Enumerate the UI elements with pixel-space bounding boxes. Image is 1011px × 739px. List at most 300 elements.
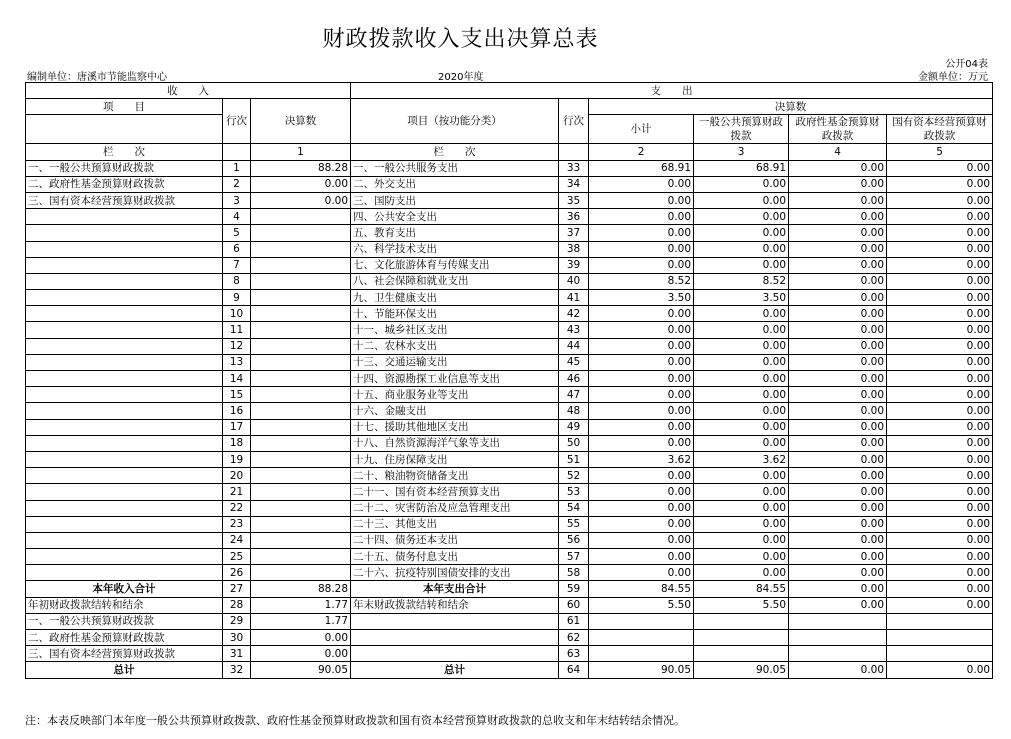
cell-sub: 0.00	[589, 354, 694, 370]
cell-gov: 0.00	[789, 532, 887, 548]
exp-row-no-header: 行次	[559, 99, 589, 144]
cell-gov: 0.00	[789, 484, 887, 500]
cell-gen: 0.00	[694, 176, 789, 192]
cell-gen: 0.00	[694, 516, 789, 532]
cell-exp-no: 46	[559, 371, 589, 387]
cell-inc-item	[26, 241, 223, 257]
cell-inc-no: 2	[223, 176, 251, 192]
cell-gen: 0.00	[694, 371, 789, 387]
table-row	[26, 451, 993, 467]
cell-sub: 0.00	[589, 192, 694, 208]
carry-in-row-2: 二、政府性基金预算财政拨款 30 0.00 62	[26, 630, 993, 646]
cell-gen: 0.00	[694, 338, 789, 354]
cell-cap: 0.00	[887, 435, 993, 451]
cell-inc-no: 1	[223, 160, 251, 176]
grand-total-row: 总计 32 90.05 总计 64 90.05 90.05 0.00 0.00	[26, 662, 993, 678]
cell-gen: 0.00	[694, 209, 789, 225]
cell-sub: 68.91	[589, 160, 694, 176]
cell-inc-item	[26, 484, 223, 500]
cell-gen: 0.00	[694, 241, 789, 257]
cell-inc-no: 8	[223, 273, 251, 289]
cell-inc-amt	[251, 257, 351, 273]
cell-exp-no: 44	[559, 338, 589, 354]
cell-inc-no: 14	[223, 371, 251, 387]
cell-gen: 0.00	[694, 419, 789, 435]
report-year: 2020年度	[438, 72, 484, 83]
cell-inc-item	[26, 532, 223, 548]
cell-sub: 0.00	[589, 225, 694, 241]
cell-sub: 3.62	[589, 451, 694, 467]
table-row	[26, 419, 993, 435]
cell-inc-item	[26, 322, 223, 338]
cell-cap: 0.00	[887, 419, 993, 435]
cell-inc-amt	[251, 484, 351, 500]
cell-cap: 0.00	[887, 306, 993, 322]
cell-gov: 0.00	[789, 176, 887, 192]
cell-sub: 0.00	[589, 176, 694, 192]
cell-sub: 0.00	[589, 209, 694, 225]
cell-inc-no: 21	[223, 484, 251, 500]
cell-inc-no: 11	[223, 322, 251, 338]
item-header: 项 目	[26, 99, 223, 115]
cell-exp-no: 52	[559, 468, 589, 484]
cell-gov: 0.00	[789, 451, 887, 467]
cell-exp-item: 四、公共安全支出	[351, 209, 559, 225]
cell-cap: 0.00	[887, 451, 993, 467]
cell-sub: 0.00	[589, 338, 694, 354]
cell-inc-no: 23	[223, 516, 251, 532]
cell-inc-no: 24	[223, 532, 251, 548]
cell-exp-no: 42	[559, 306, 589, 322]
cell-cap: 0.00	[887, 516, 993, 532]
total-row: 本年收入合计 27 88.28 本年支出合计 59 84.55 84.55 0.00 0.00	[26, 581, 993, 597]
cell-exp-item: 十三、交通运输支出	[351, 354, 559, 370]
gov-fund-header: 政府性基金预算财政拨款	[789, 115, 887, 144]
cell-gen: 0.00	[694, 387, 789, 403]
table-row	[26, 338, 993, 354]
cell-inc-amt	[251, 387, 351, 403]
cell-inc-item	[26, 306, 223, 322]
header-row-2	[26, 99, 993, 115]
table-row	[26, 192, 993, 208]
grand-total-label-in: 总计	[26, 662, 223, 678]
cell-inc-amt	[251, 241, 351, 257]
cell-gov: 0.00	[789, 273, 887, 289]
cell-cap: 0.00	[887, 387, 993, 403]
carry-out-label: 年末财政拨款结转和结余	[351, 597, 559, 613]
cell-sub: 0.00	[589, 241, 694, 257]
table-number: 公开04表	[945, 59, 988, 70]
cell-inc-item	[26, 387, 223, 403]
cell-exp-item: 十一、城乡社区支出	[351, 322, 559, 338]
cell-cap: 0.00	[887, 257, 993, 273]
state-capital-header: 国有资本经营预算财政拨款	[887, 115, 993, 144]
cell-inc-amt	[251, 516, 351, 532]
cell-exp-no: 53	[559, 484, 589, 500]
cell-gov: 0.00	[789, 241, 887, 257]
cell-exp-no: 51	[559, 451, 589, 467]
cell-gov: 0.00	[789, 500, 887, 516]
cell-exp-no: 33	[559, 160, 589, 176]
cell-cap: 0.00	[887, 322, 993, 338]
table-row	[26, 468, 993, 484]
cell-cap: 0.00	[887, 176, 993, 192]
col-label-in: 栏 次	[26, 144, 223, 160]
cell-exp-no: 41	[559, 290, 589, 306]
cell-gen: 0.00	[694, 500, 789, 516]
cell-inc-item	[26, 209, 223, 225]
cell-exp-no: 43	[559, 322, 589, 338]
row-no-header: 行次	[223, 99, 251, 144]
cell-exp-item: 五、教育支出	[351, 225, 559, 241]
cell-gen: 0.00	[694, 532, 789, 548]
cell-sub: 0.00	[589, 532, 694, 548]
cell-inc-no: 9	[223, 290, 251, 306]
cell-inc-no: 20	[223, 468, 251, 484]
cell-exp-no: 34	[559, 176, 589, 192]
cell-exp-item: 七、文化旅游体育与传媒支出	[351, 257, 559, 273]
cell-inc-no: 3	[223, 192, 251, 208]
cell-exp-no: 47	[559, 387, 589, 403]
cell-cap: 0.00	[887, 549, 993, 565]
cell-sub: 0.00	[589, 387, 694, 403]
cell-inc-amt: 0.00	[251, 192, 351, 208]
table-row	[26, 387, 993, 403]
cell-inc-no: 18	[223, 435, 251, 451]
cell-inc-item: 三、国有资本经营预算财政拨款	[26, 192, 223, 208]
cell-cap: 0.00	[887, 192, 993, 208]
cell-inc-no: 15	[223, 387, 251, 403]
cell-inc-amt	[251, 225, 351, 241]
cell-cap: 0.00	[887, 565, 993, 581]
cell-inc-item	[26, 225, 223, 241]
table-row	[26, 565, 993, 581]
col-index-5: 5	[887, 144, 993, 160]
cell-gen: 3.62	[694, 451, 789, 467]
cell-exp-item: 二十二、灾害防治及应急管理支出	[351, 500, 559, 516]
cell-gov: 0.00	[789, 322, 887, 338]
cell-gen: 3.50	[694, 290, 789, 306]
cell-exp-no: 36	[559, 209, 589, 225]
cell-gov: 0.00	[789, 468, 887, 484]
cell-exp-item: 一、一般公共服务支出	[351, 160, 559, 176]
cell-gov: 0.00	[789, 338, 887, 354]
cell-gov: 0.00	[789, 192, 887, 208]
table-row	[26, 403, 993, 419]
cell-exp-item: 九、卫生健康支出	[351, 290, 559, 306]
cell-sub: 0.00	[589, 549, 694, 565]
table-row	[26, 176, 993, 192]
table-row	[26, 209, 993, 225]
cell-inc-no: 17	[223, 419, 251, 435]
cell-gen: 68.91	[694, 160, 789, 176]
cell-sub: 8.52	[589, 273, 694, 289]
report-title: 财政拨款收入支出决算总表	[322, 27, 599, 52]
cell-inc-amt	[251, 451, 351, 467]
cell-gov: 0.00	[789, 419, 887, 435]
cell-sub: 0.00	[589, 500, 694, 516]
cell-gov: 0.00	[789, 290, 887, 306]
table-row	[26, 435, 993, 451]
cell-inc-amt	[251, 306, 351, 322]
cell-gen: 8.52	[694, 273, 789, 289]
cell-gen: 0.00	[694, 192, 789, 208]
budget-result-header: 决算数	[589, 99, 993, 115]
cell-sub: 0.00	[589, 468, 694, 484]
cell-inc-amt	[251, 209, 351, 225]
cell-gov: 0.00	[789, 565, 887, 581]
cell-inc-amt: 0.00	[251, 176, 351, 192]
cell-gov: 0.00	[789, 354, 887, 370]
cell-exp-item: 十八、自然资源海洋气象等支出	[351, 435, 559, 451]
cell-gov: 0.00	[789, 225, 887, 241]
cell-exp-item: 十、节能环保支出	[351, 306, 559, 322]
cell-exp-item: 二十六、抗疫特别国债安排的支出	[351, 565, 559, 581]
cell-exp-item: 八、社会保障和就业支出	[351, 273, 559, 289]
cell-inc-no: 26	[223, 565, 251, 581]
cell-inc-no: 5	[223, 225, 251, 241]
cell-inc-item	[26, 419, 223, 435]
cell-sub: 0.00	[589, 322, 694, 338]
org-name: 编制单位：唐溪市节能监察中心	[27, 72, 167, 83]
table-row	[26, 516, 993, 532]
table-row	[26, 241, 993, 257]
grand-total-label-out: 总计	[351, 662, 559, 678]
cell-gov: 0.00	[789, 257, 887, 273]
cell-inc-no: 4	[223, 209, 251, 225]
cell-inc-item	[26, 403, 223, 419]
cell-cap: 0.00	[887, 371, 993, 387]
cell-exp-item: 十五、商业服务业等支出	[351, 387, 559, 403]
cell-exp-item: 二十三、其他支出	[351, 516, 559, 532]
cell-inc-item	[26, 338, 223, 354]
cell-inc-amt	[251, 354, 351, 370]
table-row	[26, 257, 993, 273]
col-index-4: 4	[789, 144, 887, 160]
cell-inc-no: 22	[223, 500, 251, 516]
cell-cap: 0.00	[887, 468, 993, 484]
cell-sub: 0.00	[589, 435, 694, 451]
cell-cap: 0.00	[887, 338, 993, 354]
table-row	[26, 484, 993, 500]
cell-inc-item: 一、一般公共预算财政拨款	[26, 160, 223, 176]
cell-cap: 0.00	[887, 354, 993, 370]
cell-exp-item: 二十、粮油物资储备支出	[351, 468, 559, 484]
cell-inc-no: 16	[223, 403, 251, 419]
budget-table	[25, 82, 993, 679]
cell-gen: 0.00	[694, 403, 789, 419]
cell-inc-amt: 88.28	[251, 160, 351, 176]
cell-exp-no: 54	[559, 500, 589, 516]
table-row	[26, 322, 993, 338]
table-row	[26, 371, 993, 387]
carry-in-label: 年初财政拨款结转和结余	[26, 597, 223, 613]
cell-exp-no: 40	[559, 273, 589, 289]
cell-exp-no: 49	[559, 419, 589, 435]
col-index-2: 2	[589, 144, 694, 160]
cell-gov: 0.00	[789, 306, 887, 322]
cell-sub: 3.50	[589, 290, 694, 306]
cell-cap: 0.00	[887, 532, 993, 548]
cell-gen: 0.00	[694, 549, 789, 565]
cell-inc-no: 6	[223, 241, 251, 257]
cell-inc-amt	[251, 290, 351, 306]
income-total-label: 本年收入合计	[26, 581, 223, 597]
cell-inc-amt	[251, 338, 351, 354]
table-row	[26, 160, 993, 176]
cell-cap: 0.00	[887, 225, 993, 241]
cell-inc-amt	[251, 371, 351, 387]
cell-gen: 0.00	[694, 225, 789, 241]
col-index-3: 3	[694, 144, 789, 160]
cell-sub: 0.00	[589, 371, 694, 387]
cell-cap: 0.00	[887, 500, 993, 516]
cell-exp-no: 35	[559, 192, 589, 208]
cell-inc-item	[26, 371, 223, 387]
cell-inc-no: 13	[223, 354, 251, 370]
cell-sub: 0.00	[589, 516, 694, 532]
table-row	[26, 532, 993, 548]
cell-inc-item: 二、政府性基金预算财政拨款	[26, 176, 223, 192]
cell-inc-no: 25	[223, 549, 251, 565]
table-row	[26, 549, 993, 565]
cell-gen: 0.00	[694, 435, 789, 451]
income-header: 收 入	[26, 83, 351, 99]
cell-inc-amt	[251, 322, 351, 338]
cell-cap: 0.00	[887, 160, 993, 176]
subtotal-header: 小计	[589, 115, 694, 144]
cell-gov: 0.00	[789, 387, 887, 403]
cell-exp-item: 二十四、债务还本支出	[351, 532, 559, 548]
cell-sub: 0.00	[589, 403, 694, 419]
cell-inc-item	[26, 273, 223, 289]
cell-inc-amt	[251, 500, 351, 516]
table-row	[26, 273, 993, 289]
cell-inc-item	[26, 290, 223, 306]
cell-inc-amt	[251, 435, 351, 451]
cell-cap: 0.00	[887, 290, 993, 306]
cell-inc-no: 19	[223, 451, 251, 467]
cell-sub: 0.00	[589, 419, 694, 435]
cell-exp-no: 37	[559, 225, 589, 241]
cell-gov: 0.00	[789, 435, 887, 451]
cell-sub: 0.00	[589, 484, 694, 500]
cell-exp-no: 56	[559, 532, 589, 548]
expense-header: 支 出	[351, 83, 993, 99]
cell-exp-no: 48	[559, 403, 589, 419]
cell-inc-amt	[251, 419, 351, 435]
cell-inc-amt	[251, 403, 351, 419]
cell-cap: 0.00	[887, 403, 993, 419]
cell-inc-no: 7	[223, 257, 251, 273]
cell-inc-item	[26, 257, 223, 273]
cell-gov: 0.00	[789, 160, 887, 176]
cell-gen: 0.00	[694, 484, 789, 500]
gen-budget-header: 一般公共预算财政拨款	[694, 115, 789, 144]
cell-sub: 0.00	[589, 565, 694, 581]
cell-exp-item: 十七、援助其他地区支出	[351, 419, 559, 435]
col-index-1: 1	[251, 144, 351, 160]
cell-inc-item	[26, 516, 223, 532]
cell-inc-item	[26, 565, 223, 581]
cell-sub: 0.00	[589, 257, 694, 273]
cell-inc-item	[26, 500, 223, 516]
expense-total-label: 本年支出合计	[351, 581, 559, 597]
carry-row: 年初财政拨款结转和结余 28 1.77 年末财政拨款结转和结余 60 5.50 5.50 0.00 0.00	[26, 597, 993, 613]
carry-in-row-1: 一、一般公共预算财政拨款 29 1.77 61	[26, 613, 993, 629]
cell-exp-item: 十九、住房保障支出	[351, 451, 559, 467]
amount-header: 决算数	[251, 99, 351, 144]
table-row	[26, 354, 993, 370]
cell-inc-item	[26, 549, 223, 565]
table-row	[26, 306, 993, 322]
cell-exp-no: 57	[559, 549, 589, 565]
cell-exp-no: 38	[559, 241, 589, 257]
cell-inc-amt	[251, 565, 351, 581]
cell-gov: 0.00	[789, 549, 887, 565]
cell-inc-item	[26, 354, 223, 370]
table-row	[26, 225, 993, 241]
cell-inc-amt	[251, 549, 351, 565]
cell-exp-item: 二十五、债务付息支出	[351, 549, 559, 565]
cell-exp-item: 十六、金融支出	[351, 403, 559, 419]
cell-cap: 0.00	[887, 484, 993, 500]
cell-gen: 0.00	[694, 468, 789, 484]
table-row	[26, 290, 993, 306]
cell-exp-no: 45	[559, 354, 589, 370]
cell-inc-item	[26, 468, 223, 484]
cell-cap: 0.00	[887, 241, 993, 257]
cell-exp-no: 58	[559, 565, 589, 581]
cell-sub: 0.00	[589, 306, 694, 322]
column-index-row	[26, 144, 993, 160]
cell-exp-item: 三、国防支出	[351, 192, 559, 208]
cell-exp-item: 二十一、国有资本经营预算支出	[351, 484, 559, 500]
cell-exp-no: 55	[559, 516, 589, 532]
table-row	[26, 500, 993, 516]
header-row-1	[26, 83, 993, 99]
cell-gen: 0.00	[694, 322, 789, 338]
cell-cap: 0.00	[887, 273, 993, 289]
cell-gov: 0.00	[789, 516, 887, 532]
cell-inc-item	[26, 451, 223, 467]
cell-exp-item: 十二、农林水支出	[351, 338, 559, 354]
grand-total-in: 90.05	[251, 662, 351, 678]
func-item-header: 项目（按功能分类）	[351, 99, 559, 144]
footnote: 注：本表反映部门本年度一般公共预算财政拨款、政府性基金预算财政拨款和国有资本经营预算财政拨款的总收支和年末结转结余情况。	[25, 714, 685, 727]
cell-inc-item	[26, 435, 223, 451]
cell-cap: 0.00	[887, 209, 993, 225]
item-header-blank	[26, 115, 223, 144]
cell-exp-item: 十四、资源勘探工业信息等支出	[351, 371, 559, 387]
cell-gen: 0.00	[694, 257, 789, 273]
cell-gen: 0.00	[694, 354, 789, 370]
income-total-amount: 88.28	[251, 581, 351, 597]
amount-unit: 金额单位：万元	[918, 72, 988, 83]
cell-gov: 0.00	[789, 403, 887, 419]
col-label-out: 栏 次	[351, 144, 559, 160]
cell-inc-amt	[251, 273, 351, 289]
cell-exp-no: 39	[559, 257, 589, 273]
cell-exp-no: 50	[559, 435, 589, 451]
cell-gov: 0.00	[789, 371, 887, 387]
cell-inc-amt	[251, 468, 351, 484]
cell-inc-no: 10	[223, 306, 251, 322]
cell-gen: 0.00	[694, 306, 789, 322]
cell-inc-no: 12	[223, 338, 251, 354]
cell-exp-item: 二、外交支出	[351, 176, 559, 192]
cell-gen: 0.00	[694, 565, 789, 581]
